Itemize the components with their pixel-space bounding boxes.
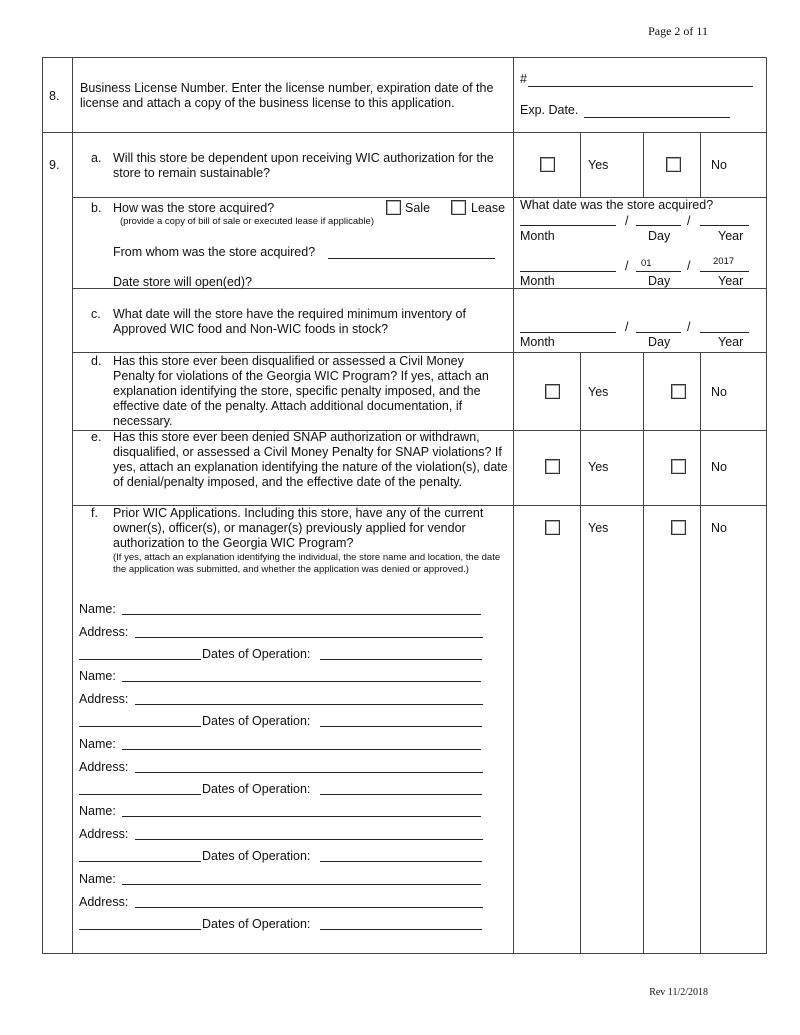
name-label: Name: (79, 804, 116, 818)
address-field[interactable] (135, 907, 483, 908)
a-no-label: No (711, 158, 727, 172)
e-yes-checkbox[interactable] (545, 459, 560, 474)
date-separator: / (625, 259, 629, 273)
name-field[interactable] (122, 681, 481, 682)
f-no-label: No (711, 521, 727, 535)
wic-dependence-question: Will this store be dependent upon receiving WIC authorization for the store to remain sustainable? (113, 151, 494, 180)
open-day-field[interactable] (636, 271, 681, 272)
f-no-checkbox[interactable] (671, 520, 686, 535)
month-caption: Month (520, 274, 555, 288)
dates-prefix-field[interactable] (79, 929, 201, 930)
acquired-day-field[interactable] (636, 225, 681, 226)
address-field[interactable] (135, 637, 483, 638)
business-license-question: Business License Number. Enter the license number, expiration date of the license and attach a copy of the business license to this application. (80, 81, 494, 110)
a-yes-checkbox[interactable] (540, 157, 555, 172)
f-yes-checkbox[interactable] (545, 520, 560, 535)
bill-of-sale-note: (provide a copy of bill of sale or executed lease if applicable) (120, 216, 375, 227)
col-divider (580, 352, 581, 954)
snap-denial-question: Has this store ever been denied SNAP authorization or withdrawn, disqualified, or assessed a Civil Money Penalty for SNAP violations? If yes, attach an explanation identifying the nature of the violation(s), date of denial/penalty imposed, and the effective date of the penalty. (113, 430, 508, 489)
exp-date-field[interactable] (584, 117, 730, 118)
dates-of-operation-label: Dates of Operation: (202, 917, 311, 931)
name-field[interactable] (122, 749, 481, 750)
dates-of-operation-label: Dates of Operation: (202, 714, 311, 728)
row-divider (42, 132, 767, 133)
name-field[interactable] (122, 884, 481, 885)
dates-prefix-field[interactable] (79, 726, 201, 727)
page-number: Page 2 of 11 (648, 24, 708, 38)
d-yes-label: Yes (588, 385, 609, 399)
open-year-value[interactable]: 2017 (713, 256, 735, 267)
day-caption: Day (648, 229, 671, 243)
day-caption: Day (648, 274, 671, 288)
license-number-field[interactable] (528, 86, 753, 87)
year-caption: Year (718, 335, 744, 349)
d-yes-checkbox[interactable] (545, 384, 560, 399)
row-divider (72, 352, 767, 353)
d-no-checkbox[interactable] (671, 384, 686, 399)
wic-disqualification-question: Has this store ever been disqualified or assessed a Civil Money Penalty for violations of the Georgia WIC Program? If yes, attach an explanation identifying the store, specific penalty imposed, and the effective date of the penalty. Attach additional documentation, if necessary. (113, 354, 489, 428)
dates-of-operation-field[interactable] (320, 929, 482, 930)
day-caption: Day (648, 335, 671, 349)
inventory-date-question: What date will the store have the required minimum inventory of Approved WIC food and Non-WIC foods in stock? (113, 307, 466, 336)
address-label: Address: (79, 625, 129, 639)
date-separator: / (687, 214, 691, 228)
number-column-divider (72, 57, 73, 954)
address-label: Address: (79, 692, 129, 706)
date-separator: / (687, 259, 691, 273)
answer-column-divider (513, 57, 514, 954)
open-year-field[interactable] (700, 271, 749, 272)
month-caption: Month (520, 335, 555, 349)
date-separator: / (625, 320, 629, 334)
month-caption: Month (520, 229, 555, 243)
acquired-date-label: What date was the store acquired? (520, 198, 714, 212)
store-acquired-question: How was the store acquired? (113, 201, 275, 215)
dates-of-operation-field[interactable] (320, 794, 482, 795)
a-no-checkbox[interactable] (666, 157, 681, 172)
dates-prefix-field[interactable] (79, 794, 201, 795)
open-day-value[interactable]: 01 (641, 258, 652, 269)
item-letter-c: c. (91, 307, 101, 321)
prior-wic-applications-question: Prior WIC Applications. Including this store, have any of the current owner(s), officer(s), or manager(s) previously applied for vendor authorization to the Georgia WIC Program? (113, 506, 484, 550)
row-number-8: 8. (49, 89, 60, 103)
item-letter-a: a. (91, 151, 102, 165)
f-yes-label: Yes (588, 521, 609, 535)
name-field[interactable] (122, 614, 481, 615)
address-label: Address: (79, 827, 129, 841)
col-divider (700, 352, 701, 954)
dates-of-operation-field[interactable] (320, 861, 482, 862)
date-separator: / (625, 214, 629, 228)
address-field[interactable] (135, 772, 483, 773)
address-label: Address: (79, 895, 129, 909)
dates-of-operation-label: Dates of Operation: (202, 849, 311, 863)
name-field[interactable] (122, 816, 481, 817)
col-divider (700, 132, 701, 197)
col-divider (580, 132, 581, 197)
exp-date-label: Exp. Date. (520, 103, 579, 117)
inventory-year-field[interactable] (700, 332, 749, 333)
col-divider (643, 352, 644, 954)
acquired-year-field[interactable] (700, 225, 749, 226)
e-yes-label: Yes (588, 460, 609, 474)
item-letter-d: d. (91, 354, 102, 368)
e-no-checkbox[interactable] (671, 459, 686, 474)
acquired-month-field[interactable] (520, 225, 616, 226)
dates-of-operation-label: Dates of Operation: (202, 782, 311, 796)
address-field[interactable] (135, 704, 483, 705)
d-no-label: No (711, 385, 727, 399)
item-letter-f: f. (91, 506, 98, 520)
dates-of-operation-field[interactable] (320, 659, 482, 660)
dates-of-operation-label: Dates of Operation: (202, 647, 311, 661)
col-divider (643, 132, 644, 197)
dates-prefix-field[interactable] (79, 659, 201, 660)
year-caption: Year (718, 274, 744, 288)
e-no-label: No (711, 460, 727, 474)
address-field[interactable] (135, 839, 483, 840)
from-whom-label: From whom was the store acquired? (113, 245, 316, 259)
row-number-9: 9. (49, 158, 60, 172)
dates-of-operation-field[interactable] (320, 726, 482, 727)
name-label: Name: (79, 602, 116, 616)
lease-checkbox[interactable] (451, 200, 466, 215)
item-letter-b: b. (91, 201, 102, 215)
lease-label: Lease (471, 201, 506, 215)
license-number-label: # (520, 72, 527, 86)
name-label: Name: (79, 872, 116, 886)
open-date-label: Date store will open(ed)? (113, 275, 252, 289)
inventory-day-field[interactable] (636, 332, 681, 333)
item-letter-e: e. (91, 430, 102, 444)
year-caption: Year (718, 229, 744, 243)
sale-checkbox[interactable] (386, 200, 401, 215)
inventory-month-field[interactable] (520, 332, 616, 333)
from-whom-field[interactable] (328, 258, 495, 259)
date-separator: / (687, 320, 691, 334)
dates-prefix-field[interactable] (79, 861, 201, 862)
sale-label: Sale (405, 201, 431, 215)
a-yes-label: Yes (588, 158, 609, 172)
address-label: Address: (79, 760, 129, 774)
name-label: Name: (79, 669, 116, 683)
prior-applications-note: (If yes, attach an explanation identifying the individual, the store name and location, the date the application was submitted, and whether the application was denied or approved.) (113, 552, 501, 575)
revision-date: Rev 11/2/2018 (649, 987, 708, 998)
name-label: Name: (79, 737, 116, 751)
open-month-field[interactable] (520, 271, 616, 272)
